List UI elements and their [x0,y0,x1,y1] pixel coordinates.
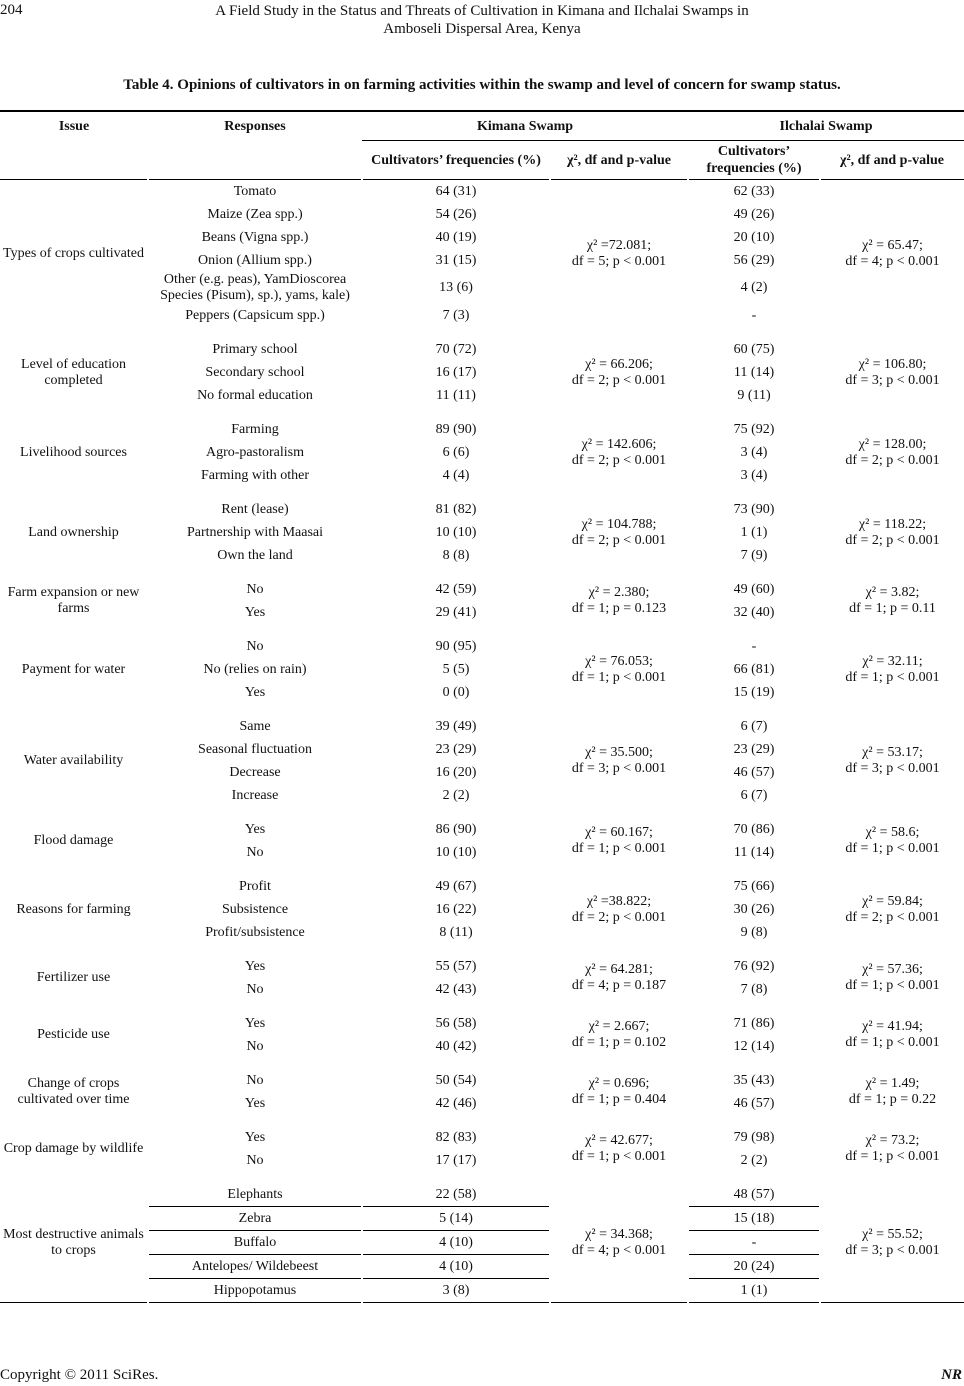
response-cell: No [148,578,362,601]
ilchalai-frequency: 32 (40) [688,601,820,624]
table-row [0,418,964,441]
running-title-line2: Amboseli Dispersal Area, Kenya [383,21,581,37]
header-blank-issue [0,141,148,180]
ilchalai-statistic [820,955,964,1001]
ilchalai-frequency: 62 (33) [688,180,820,204]
ilchalai-frequency: 46 (57) [688,1092,820,1115]
kimana-frequency: 8 (11) [362,921,550,944]
kimana-statistic [550,635,688,704]
ilchalai-frequency: 15 (18) [688,1207,820,1231]
ilchalai-frequency: - [688,635,820,658]
header-ilchalai-freq: Cultivators’ frequencies (%) [688,141,820,180]
ilchalai-statistic [820,635,964,704]
group-spacer [0,704,964,715]
stat-line: df = 1; p < 0.001 [571,669,667,685]
response-cell: Yes [148,1092,362,1115]
kimana-frequency: 10 (10) [362,521,550,544]
kimana-frequency: 3 (8) [362,1279,550,1303]
header-ilchalai-stat: χ², df and p-value [820,141,964,180]
stat-line: df = 2; p < 0.001 [571,909,667,925]
response-cell: Hippopotamus [148,1279,362,1303]
ilchalai-frequency: 75 (66) [688,875,820,898]
stat-line: df = 2; p < 0.001 [571,532,667,548]
table-row [0,1012,964,1035]
kimana-statistic [550,1012,688,1058]
stat-line: χ² = 128.00; [858,436,927,452]
kimana-frequency: 81 (82) [362,498,550,521]
kimana-statistic [550,578,688,624]
ilchalai-frequency: 79 (98) [688,1126,820,1149]
response-cell: Farming [148,418,362,441]
stat-line: df = 1; p = 0.404 [571,1092,667,1107]
kimana-frequency: 4 (10) [362,1231,550,1255]
response-cell: No [148,1149,362,1172]
response-cell: Subsistence [148,898,362,921]
stat-line: χ² = 55.52; [862,1226,923,1242]
kimana-statistic [550,418,688,487]
issue-cell: Types of crops cultivated [3,245,144,261]
response-cell: No [148,978,362,1001]
ilchalai-frequency: - [688,304,820,327]
ilchalai-frequency: 15 (19) [688,681,820,704]
response-cell: Elephants [148,1183,362,1207]
spacer-cell [0,864,964,875]
kimana-statistic [550,1126,688,1172]
spacer-cell [0,567,964,578]
table-row [0,338,964,361]
ilchalai-frequency: 75 (92) [688,418,820,441]
stat-line: χ² = 65.47; [862,237,923,253]
stat-line: χ² = 57.36; [862,962,923,977]
response-cell: Rent (lease) [148,498,362,521]
kimana-statistic [550,875,688,944]
spacer-cell [0,807,964,818]
table-row [0,1069,964,1092]
kimana-frequency: 4 (10) [362,1255,550,1279]
kimana-frequency: 31 (15) [362,249,550,272]
kimana-frequency: 90 (95) [362,635,550,658]
stat-line: df = 2; p < 0.001 [845,909,940,925]
group-spacer [0,487,964,498]
stat-line: χ² = 142.606; [581,436,657,452]
stat-line: df = 1; p < 0.001 [845,669,940,685]
stat-line: df = 2; p < 0.001 [845,532,940,548]
stat-line: df = 3; p < 0.001 [845,372,940,388]
issue-cell: Crop damage by wildlife [3,1141,144,1156]
stat-line: df = 1; p = 0.22 [848,1092,937,1107]
ilchalai-statistic [820,715,964,807]
issue-cell: Pesticide use [37,1027,110,1042]
spacer-cell [0,944,964,955]
stat-line: χ² =72.081; [586,237,652,253]
issue-cell: Level of education completed [21,356,126,388]
group-spacer [0,1001,964,1012]
response-cell: Yes [148,955,362,978]
issue-cell: Livelihood sources [20,444,127,460]
stat-line: df = 1; p < 0.001 [845,841,940,856]
stat-line: df = 2; p < 0.001 [571,372,667,388]
response-cell: Primary school [148,338,362,361]
stat-line: df = 1; p = 0.123 [571,601,667,616]
ilchalai-frequency: 48 (57) [688,1183,820,1207]
kimana-statistic [550,715,688,807]
ilchalai-frequency: 6 (7) [688,784,820,807]
stat-line: χ² = 1.49; [865,1076,920,1091]
response-cell: Buffalo [148,1231,362,1255]
response-cell: Other (e.g. peas), YamDioscorea Species (Pisum), sp.), yams, kale) [148,272,362,304]
kimana-frequency: 0 (0) [362,681,550,704]
kimana-frequency: 29 (41) [362,601,550,624]
ilchalai-frequency: 9 (8) [688,921,820,944]
response-cell: Increase [148,784,362,807]
stat-line: χ² = 2.667; [588,1019,650,1034]
kimana-frequency: 39 (49) [362,715,550,738]
kimana-frequency: 4 (4) [362,464,550,487]
kimana-frequency: 86 (90) [362,818,550,841]
response-cell: Peppers (Capsicum spp.) [148,304,362,327]
table-row [0,578,964,601]
ilchalai-frequency: 9 (11) [688,384,820,407]
spacer-cell [0,1058,964,1069]
stat-line: df = 2; p < 0.001 [845,452,940,468]
issue-cell: Reasons for farming [16,901,131,917]
kimana-frequency: 16 (17) [362,361,550,384]
table-row [0,180,964,204]
stat-line: df = 3; p < 0.001 [845,1242,940,1258]
group-spacer [0,624,964,635]
ilchalai-frequency: 56 (29) [688,249,820,272]
stat-line: χ² = 104.788; [581,516,657,532]
response-cell: Secondary school [148,361,362,384]
kimana-frequency: 7 (3) [362,304,550,327]
ilchalai-frequency: 71 (86) [688,1012,820,1035]
kimana-statistic [550,955,688,1001]
page-number: 204 [0,2,23,18]
kimana-frequency: 42 (59) [362,578,550,601]
ilchalai-frequency: 60 (75) [688,338,820,361]
ilchalai-frequency: 12 (14) [688,1035,820,1058]
response-cell: Antelopes/ Wildebeest [148,1255,362,1279]
stat-line: df = 1; p < 0.001 [571,841,667,856]
kimana-statistic [550,498,688,567]
kimana-frequency: 16 (20) [362,761,550,784]
table-body [0,180,964,1303]
group-spacer [0,407,964,418]
response-cell: Farming with other [148,464,362,487]
response-cell: Profit [148,875,362,898]
ilchalai-frequency: 7 (8) [688,978,820,1001]
kimana-frequency: 5 (14) [362,1207,550,1231]
kimana-frequency: 10 (10) [362,841,550,864]
table-row [0,875,964,898]
stat-line: χ² = 106.80; [858,356,927,372]
kimana-statistic [550,1069,688,1115]
ilchalai-frequency: 23 (29) [688,738,820,761]
kimana-frequency: 13 (6) [362,272,550,304]
stat-line: df = 3; p < 0.001 [571,761,667,776]
stat-line: df = 4; p < 0.001 [571,1242,667,1258]
issue-cell: Water availability [23,753,124,768]
journal-abbrev: NR [941,1367,962,1383]
kimana-frequency: 64 (31) [362,180,550,204]
group-spacer [0,1058,964,1069]
header-ilchalai: Ilchalai Swamp [779,118,873,134]
ilchalai-frequency: 49 (60) [688,578,820,601]
kimana-frequency: 8 (8) [362,544,550,567]
group-spacer [0,1115,964,1126]
ilchalai-statistic [820,578,964,624]
response-cell: No [148,635,362,658]
ilchalai-frequency: 2 (2) [688,1149,820,1172]
stat-line: df = 1; p = 0.11 [849,601,936,616]
group-spacer [0,1172,964,1183]
table-row [0,955,964,978]
ilchalai-frequency: 76 (92) [688,955,820,978]
stat-line: df = 1; p = 0.102 [571,1035,667,1050]
stat-line: χ² = 59.84; [862,893,923,909]
ilchalai-frequency: 46 (57) [688,761,820,784]
stat-line: df = 1; p < 0.001 [845,1035,940,1050]
stat-line: χ² = 76.053; [585,653,653,669]
kimana-frequency: 2 (2) [362,784,550,807]
spacer-cell [0,624,964,635]
stat-line: χ² = 35.500; [585,745,653,760]
response-cell: Yes [148,601,362,624]
kimana-frequency: 17 (17) [362,1149,550,1172]
kimana-frequency: 89 (90) [362,418,550,441]
spacer-cell [0,487,964,498]
response-cell: No (relies on rain) [148,658,362,681]
table-row [0,818,964,841]
response-cell: Same [148,715,362,738]
response-cell: Zebra [148,1207,362,1231]
ilchalai-statistic [820,338,964,407]
group-spacer [0,944,964,955]
kimana-statistic [550,338,688,407]
group-spacer [0,864,964,875]
kimana-frequency: 40 (19) [362,226,550,249]
stat-line: df = 4; p = 0.187 [571,978,667,993]
stat-line: χ² = 73.2; [865,1133,920,1148]
stat-line: χ² = 34.368; [585,1226,653,1242]
results-table [0,110,964,1303]
ilchalai-frequency: 4 (2) [688,272,820,304]
response-cell: Beans (Vigna spp.) [148,226,362,249]
response-cell: No [148,1069,362,1092]
response-cell: Partnership with Maasai [148,521,362,544]
ilchalai-statistic [820,418,964,487]
stat-line: χ² = 118.22; [858,516,927,532]
ilchalai-frequency: 7 (9) [688,544,820,567]
issue-cell: Change of crops cultivated over time [17,1076,130,1107]
response-cell: Yes [148,818,362,841]
ilchalai-frequency: 66 (81) [688,658,820,681]
response-cell: Agro-pastoralism [148,441,362,464]
stat-line: χ² = 41.94; [862,1019,923,1034]
issue-cell: Most destructive animals to crops [0,1183,148,1303]
copyright: Copyright © 2011 SciRes. [0,1367,159,1383]
response-cell: No formal education [148,384,362,407]
ilchalai-frequency: 20 (24) [688,1255,820,1279]
kimana-frequency: 6 (6) [362,441,550,464]
response-cell: Decrease [148,761,362,784]
stat-line: χ² = 60.167; [585,825,653,840]
kimana-frequency: 22 (58) [362,1183,550,1207]
response-cell: Tomato [148,180,362,204]
response-cell: No [148,841,362,864]
table-caption: Table 4. Opinions of cultivators in on farming activities within the swamp and level of concern for swamp status. [123,77,841,93]
kimana-frequency: 5 (5) [362,658,550,681]
response-cell: Maize (Zea spp.) [148,203,362,226]
response-cell: Seasonal fluctuation [148,738,362,761]
issue-cell: Fertilizer use [36,970,111,985]
stat-line: df = 4; p < 0.001 [845,253,940,269]
ilchalai-frequency: 3 (4) [688,441,820,464]
table-row [0,1126,964,1149]
response-cell: No [148,1035,362,1058]
spacer-cell [0,1001,964,1012]
ilchalai-frequency: 1 (1) [688,1279,820,1303]
stat-line: χ² = 66.206; [585,356,653,372]
stat-line: χ² = 42.677; [585,1133,653,1148]
kimana-frequency: 49 (67) [362,875,550,898]
kimana-frequency: 40 (42) [362,1035,550,1058]
kimana-frequency: 70 (72) [362,338,550,361]
issue-cell: Farm expansion or new farms [7,585,140,616]
ilchalai-statistic [820,1126,964,1172]
ilchalai-statistic [820,1012,964,1058]
stat-line: χ² = 32.11; [862,653,923,669]
response-cell: Yes [148,681,362,704]
kimana-frequency: 16 (22) [362,898,550,921]
ilchalai-frequency: 70 (86) [688,818,820,841]
kimana-statistic [550,1183,688,1303]
ilchalai-statistic [820,180,964,328]
stat-line: df = 2; p < 0.001 [571,452,667,468]
ilchalai-frequency: 11 (14) [688,361,820,384]
ilchalai-statistic [820,818,964,864]
table-row [0,715,964,738]
kimana-frequency: 42 (46) [362,1092,550,1115]
ilchalai-frequency: 35 (43) [688,1069,820,1092]
header-blank-responses [148,141,362,180]
kimana-statistic [550,180,688,328]
stat-line: χ² = 0.696; [588,1076,650,1091]
kimana-frequency: 56 (58) [362,1012,550,1035]
table-row [0,498,964,521]
group-spacer [0,327,964,338]
ilchalai-frequency: 1 (1) [688,521,820,544]
stat-line: χ² = 53.17; [862,745,923,760]
running-title [0,2,964,38]
kimana-frequency: 55 (57) [362,955,550,978]
ilchalai-frequency: 49 (26) [688,203,820,226]
response-cell: Yes [148,1126,362,1149]
header-responses: Responses [224,118,286,134]
response-cell: Yes [148,1012,362,1035]
group-spacer [0,567,964,578]
stat-line: df = 3; p < 0.001 [845,761,940,776]
stat-line: df = 1; p < 0.001 [571,1149,667,1164]
ilchalai-frequency: 11 (14) [688,841,820,864]
kimana-frequency: 23 (29) [362,738,550,761]
kimana-frequency: 42 (43) [362,978,550,1001]
kimana-frequency: 54 (26) [362,203,550,226]
spacer-cell [0,407,964,418]
ilchalai-frequency: - [688,1231,820,1255]
group-spacer [0,807,964,818]
ilchalai-statistic [820,1183,964,1303]
stat-line: χ² = 3.82; [865,585,920,600]
issue-cell: Flood damage [33,833,114,848]
ilchalai-statistic [820,875,964,944]
running-title-line1: A Field Study in the Status and Threats of Cultivation in Kimana and Ilchalai Swamps in [215,3,749,19]
kimana-statistic [550,818,688,864]
ilchalai-frequency: 73 (90) [688,498,820,521]
kimana-frequency: 82 (83) [362,1126,550,1149]
ilchalai-frequency: 20 (10) [688,226,820,249]
response-cell: Own the land [148,544,362,567]
stat-line: χ² = 64.281; [585,962,653,977]
response-cell: Onion (Allium spp.) [148,249,362,272]
header-kimana: Kimana Swamp [476,118,574,134]
spacer-cell [0,1115,964,1126]
kimana-frequency: 50 (54) [362,1069,550,1092]
kimana-frequency: 11 (11) [362,384,550,407]
issue-cell: Land ownership [28,524,119,540]
stat-line: df = 1; p < 0.001 [845,978,940,993]
header-kimana-stat: χ², df and p-value [550,141,688,180]
ilchalai-statistic [820,498,964,567]
issue-cell: Payment for water [21,661,126,677]
response-cell: Profit/subsistence [148,921,362,944]
spacer-cell [0,1172,964,1183]
ilchalai-frequency: 6 (7) [688,715,820,738]
stat-line: χ² = 2.380; [588,585,650,600]
ilchalai-frequency: 3 (4) [688,464,820,487]
table-row [0,1183,964,1207]
table-row [0,635,964,658]
header-kimana-freq: Cultivators’ frequencies (%) [362,141,550,180]
spacer-cell [0,327,964,338]
stat-line: χ² =38.822; [586,893,652,909]
stat-line: df = 1; p < 0.001 [845,1149,940,1164]
header-issue: Issue [58,118,90,134]
ilchalai-statistic [820,1069,964,1115]
stat-line: df = 5; p < 0.001 [571,253,667,269]
stat-line: χ² = 58.6; [865,825,920,840]
spacer-cell [0,704,964,715]
ilchalai-frequency: 30 (26) [688,898,820,921]
